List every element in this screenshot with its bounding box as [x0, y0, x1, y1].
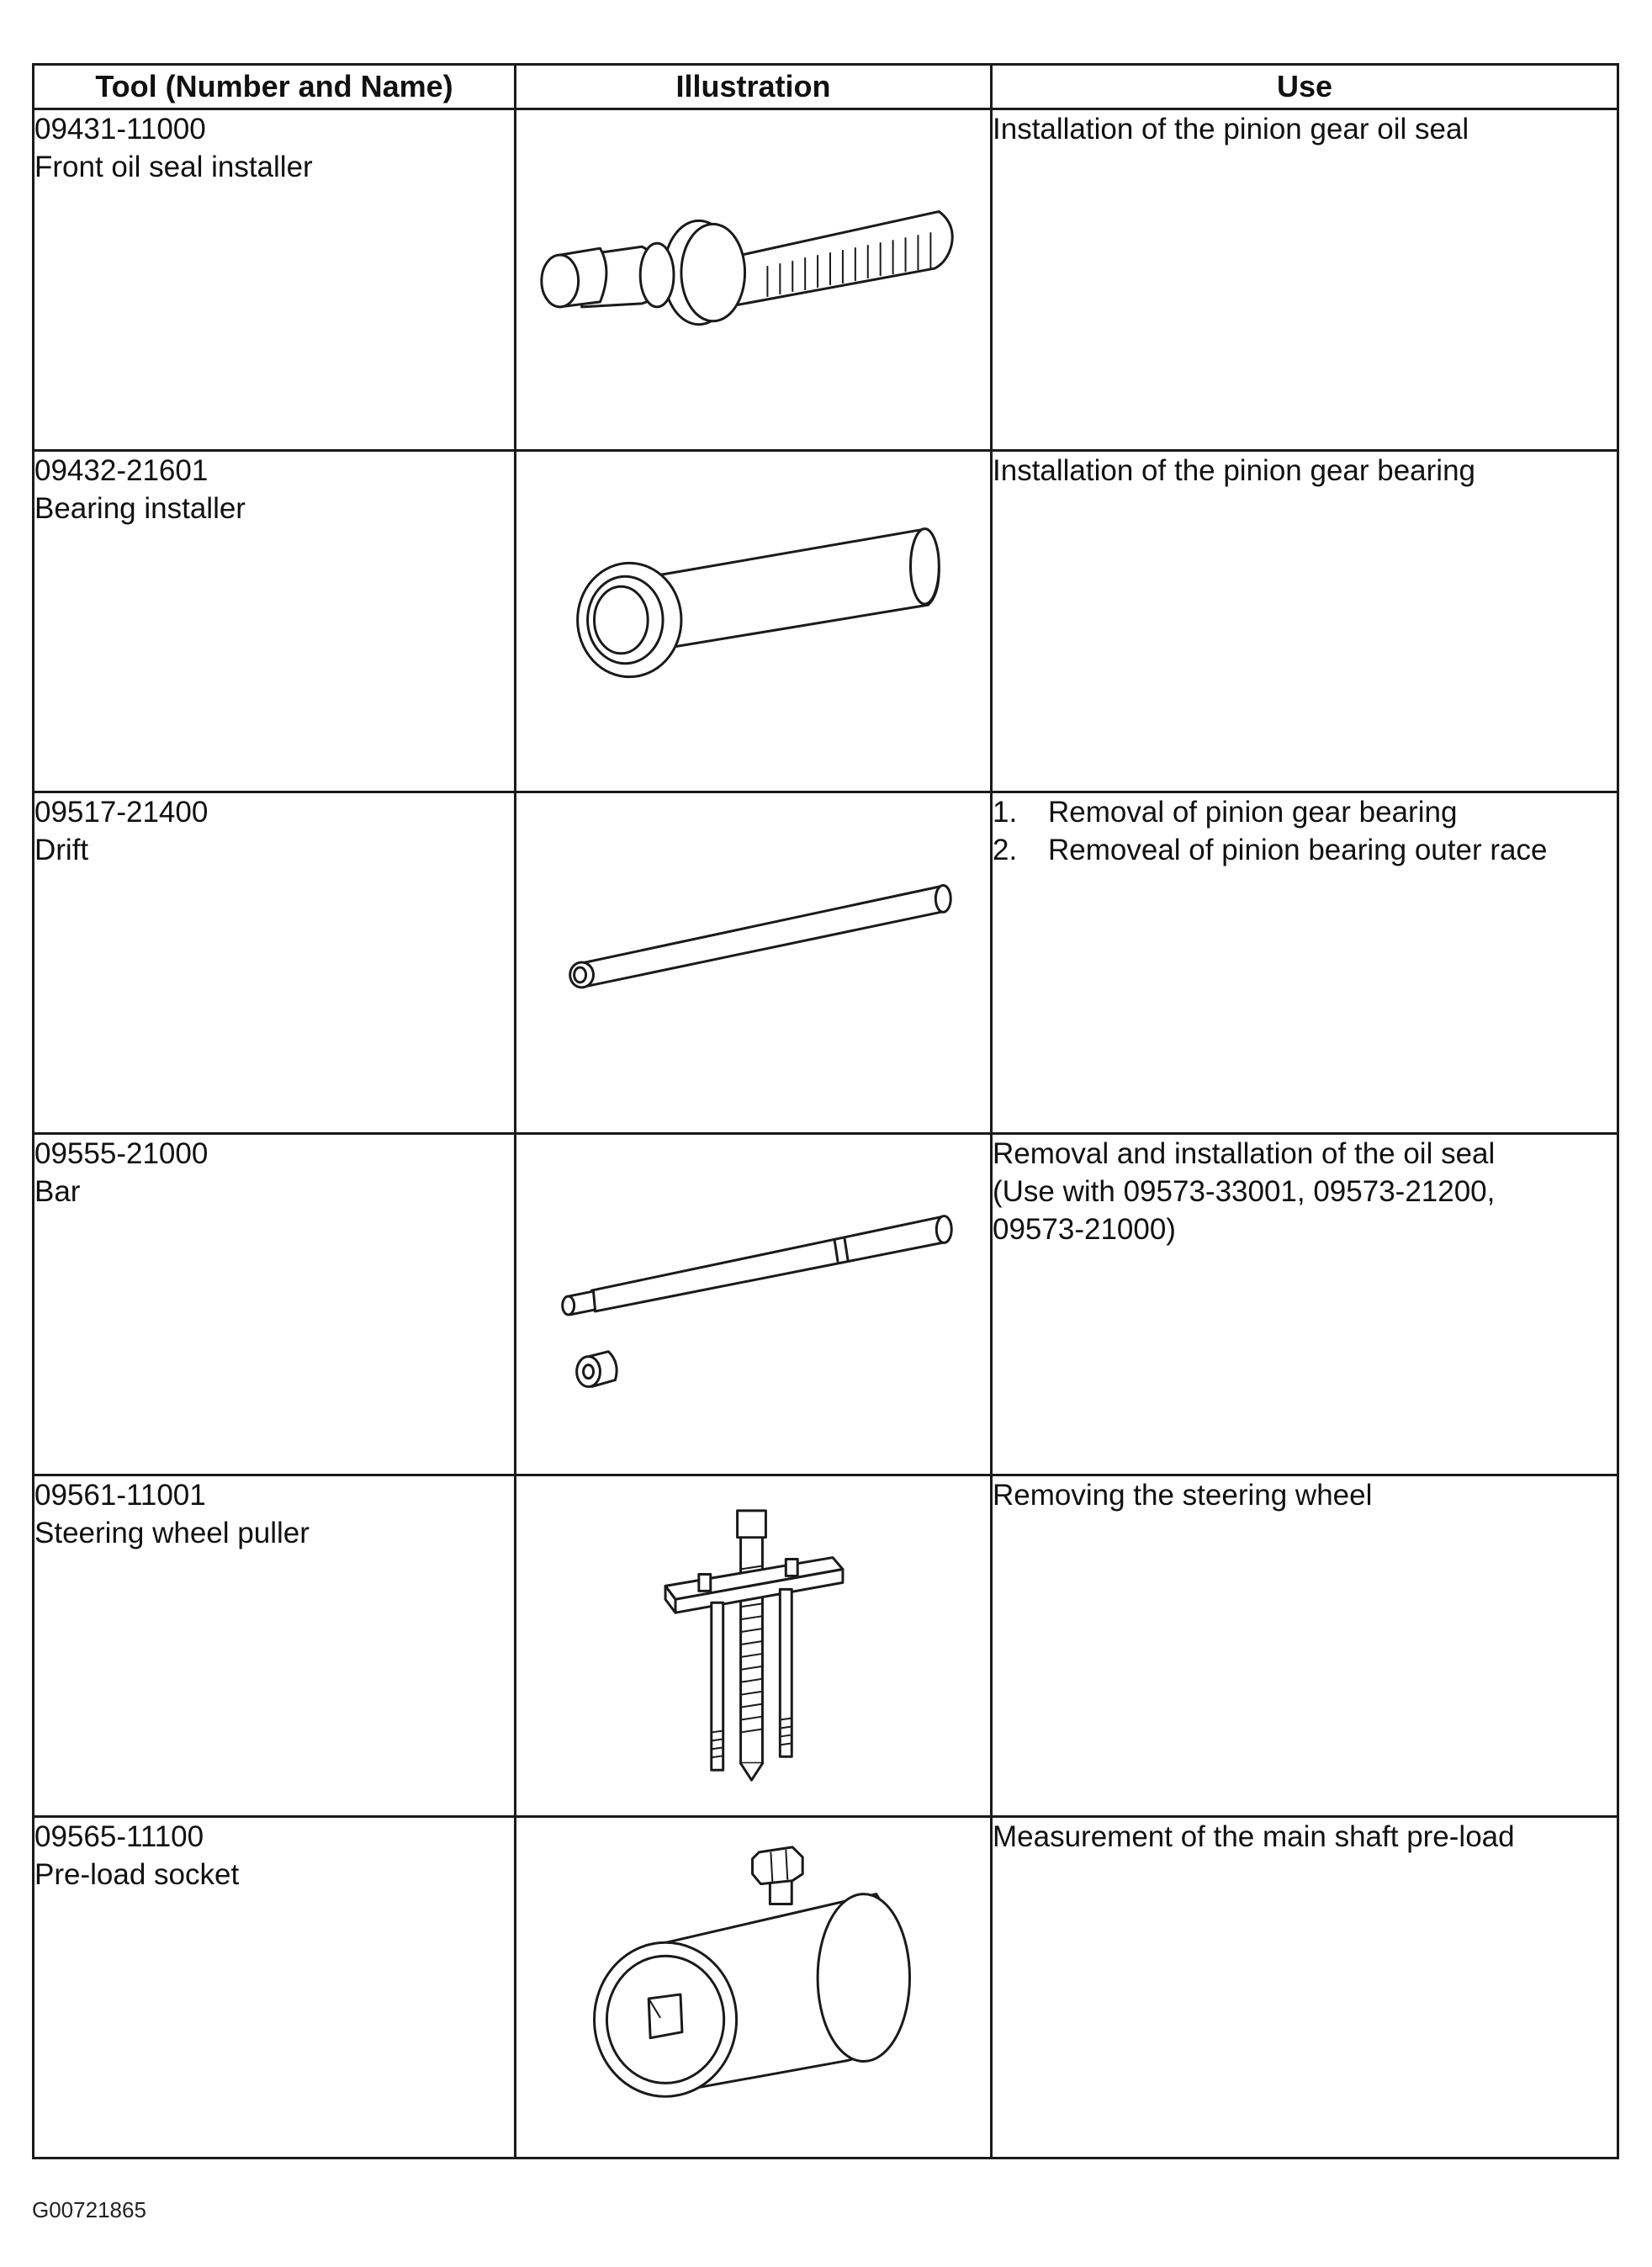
header-tool: Tool (Number and Name)	[34, 65, 516, 109]
use-list-item	[993, 793, 1617, 831]
use-list-item	[993, 831, 1617, 869]
use-cell	[992, 109, 1618, 451]
special-tools-table	[32, 63, 1619, 2159]
illustration-cell	[516, 109, 992, 451]
use-cell	[992, 451, 1618, 792]
table-row	[34, 1817, 1618, 2158]
use-list	[993, 793, 1617, 869]
table-row	[34, 1134, 1618, 1475]
use-cell	[992, 1475, 1618, 1817]
steering-wheel-puller-drawing	[516, 1476, 990, 1815]
use-list-number: 1.	[993, 796, 1018, 829]
tool-use-line: 09573-21000)	[993, 1213, 1176, 1246]
tool-use-line: (Use with 09573-33001, 09573-21200,	[993, 1175, 1496, 1208]
header-use: Use	[992, 65, 1618, 109]
tool-use: Measurement of the main shaft pre-load	[993, 1820, 1515, 1853]
illustration-cell	[516, 792, 992, 1134]
table-row	[34, 792, 1618, 1134]
tool-name: Front oil seal installer	[34, 151, 313, 183]
tool-number: 09555-21000	[34, 1137, 209, 1170]
tool-number: 09431-11000	[34, 113, 206, 146]
pre-load-socket-drawing	[516, 1818, 990, 2157]
tool-use: Installation of the pinion gear bearing	[993, 454, 1476, 487]
tool-number: 09517-21400	[34, 796, 209, 829]
bearing-installer-drawing	[516, 452, 990, 791]
tool-cell	[34, 109, 516, 451]
figure-id: G00721865	[32, 2197, 146, 2222]
table-header-row	[34, 65, 1618, 109]
front-oil-seal-installer-drawing	[516, 110, 990, 449]
illustration-cell	[516, 1475, 992, 1817]
tool-name: Bar	[34, 1175, 81, 1208]
tool-cell	[34, 792, 516, 1134]
table-row	[34, 109, 1618, 451]
tool-name: Pre-load socket	[34, 1858, 240, 1891]
table-row	[34, 1475, 1618, 1817]
tool-use: Removing the steering wheel	[993, 1479, 1373, 1512]
illustration-cell	[516, 451, 992, 792]
use-list-text: Removeal of pinion bearing outer race	[1048, 834, 1548, 866]
tool-name: Bearing installer	[34, 492, 246, 525]
header-illustration: Illustration	[516, 65, 992, 109]
use-cell	[992, 1134, 1618, 1475]
special-tools-table-sheet	[32, 63, 1617, 2170]
tool-cell	[34, 1817, 516, 2158]
tool-cell	[34, 1134, 516, 1475]
use-list-text: Removal of pinion gear bearing	[1048, 796, 1458, 829]
illustration-cell	[516, 1134, 992, 1475]
use-list-number: 2.	[993, 834, 1018, 866]
tool-cell	[34, 1475, 516, 1817]
tool-number: 09432-21601	[34, 454, 209, 487]
use-cell	[992, 792, 1618, 1134]
drift-drawing	[516, 793, 990, 1132]
tool-use: Installation of the pinion gear oil seal	[993, 113, 1469, 146]
tool-name: Drift	[34, 834, 89, 866]
tool-cell	[34, 451, 516, 792]
tool-number: 09561-11001	[34, 1479, 206, 1512]
tool-number: 09565-11100	[34, 1820, 204, 1853]
tool-name: Steering wheel puller	[34, 1517, 310, 1549]
bar-drawing	[516, 1135, 990, 1474]
use-cell	[992, 1817, 1618, 2158]
tool-use-line: Removal and installation of the oil seal	[993, 1137, 1496, 1170]
table-row	[34, 451, 1618, 792]
illustration-cell	[516, 1817, 992, 2158]
